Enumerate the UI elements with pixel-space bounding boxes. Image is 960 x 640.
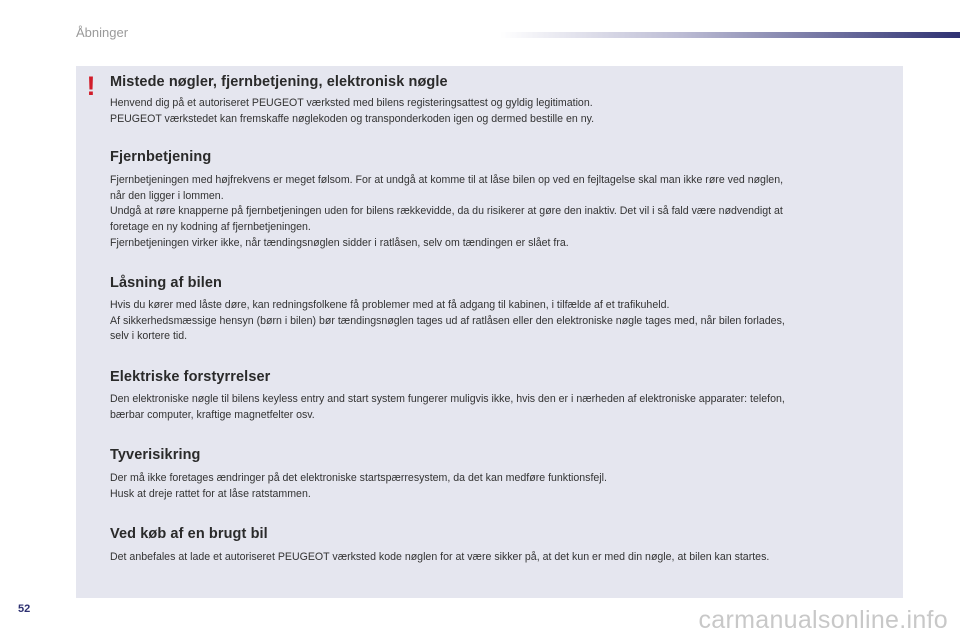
section-locking <box>110 273 900 345</box>
watermark: carmanualsonline.info <box>698 606 948 634</box>
section-line: Fjernbetjeningen virker ikke, når tændingsnøglen sidder i ratlåsen, selv om tændingen er slået fra. <box>110 236 569 249</box>
section-title: Låsning af bilen <box>110 275 222 292</box>
header-rule <box>500 32 960 38</box>
section-title: Tyverisikring <box>110 447 201 464</box>
section-line: Der må ikke foretages ændringer på det elektroniske startspærresystem, da det kan medføre funktionsfejl. <box>110 472 607 485</box>
section-title: Ved køb af en brugt bil <box>110 526 268 543</box>
section-title: Mistede nøgler, fjernbetjening, elektronisk nøgle <box>110 74 448 90</box>
section-line: når den ligger i lommen. <box>110 189 224 202</box>
section-used-car <box>110 524 900 566</box>
exclamation-icon: ! <box>86 71 96 101</box>
section-line: Undgå at røre knapperne på fjernbetjeningen uden for bilens rækkevidde, da du risikerer at gøre den inaktiv. Det vil i så fald være nødvendigt at <box>110 205 783 218</box>
section-line: selv i kortere tid. <box>110 330 188 343</box>
section-line: Fjernbetjeningen med højfrekvens er meget følsom. For at undgå at komme til at låse bilen op ved en fejltagelse skal man ikke røre ved nøglen, <box>110 174 784 187</box>
section-line: Den elektroniske nøgle til bilens keyless entry and start system fungerer muligvis ikke, hvis den er i nærheden af elektroniske apparater: telefon, <box>110 392 785 405</box>
section-line: Husk at dreje rattet for at låse ratstammen. <box>110 487 311 500</box>
section-line: Af sikkerhedsmæssige hensyn (børn i bilen) bør tændingsnøglen tages ud af ratlåsen eller den elektroniske nøgle tages med, når bilen forlades, <box>110 314 785 327</box>
section-line: Hvis du kører med låste døre, kan redningsfolkene få problemer med at få adgang til kabinen, i tilfælde af et trafikuheld. <box>110 299 670 312</box>
section-title: Fjernbetjening <box>110 149 212 166</box>
section-line: Henvend dig på et autoriseret PEUGEOT værksted med bilens registeringsattest og gyldig legitimation. <box>110 97 593 109</box>
section-lost-keys <box>110 72 900 127</box>
section-line: foretage en ny kodning af fjernbetjeningen. <box>110 220 311 233</box>
page-number: 52 <box>18 603 31 615</box>
section-line: bærbar computer, kraftige magnetfelter osv. <box>110 408 315 421</box>
section-title: Elektriske forstyrrelser <box>110 368 271 385</box>
section-electric-interference <box>110 367 900 423</box>
section-line: Det anbefales at lade et autoriseret PEUGEOT værksted kode nøglen for at være sikker på, at det kun er med din nøgle, at bilen kan startes. <box>110 551 770 564</box>
chapter-title: Åbninger <box>76 25 129 40</box>
section-line: PEUGEOT værkstedet kan fremskaffe nøglekoden og transponderkoden igen og dermed bestille en ny. <box>110 112 595 125</box>
panel-content <box>110 72 900 566</box>
section-anti-theft <box>110 445 900 502</box>
section-remote-control <box>110 147 900 251</box>
